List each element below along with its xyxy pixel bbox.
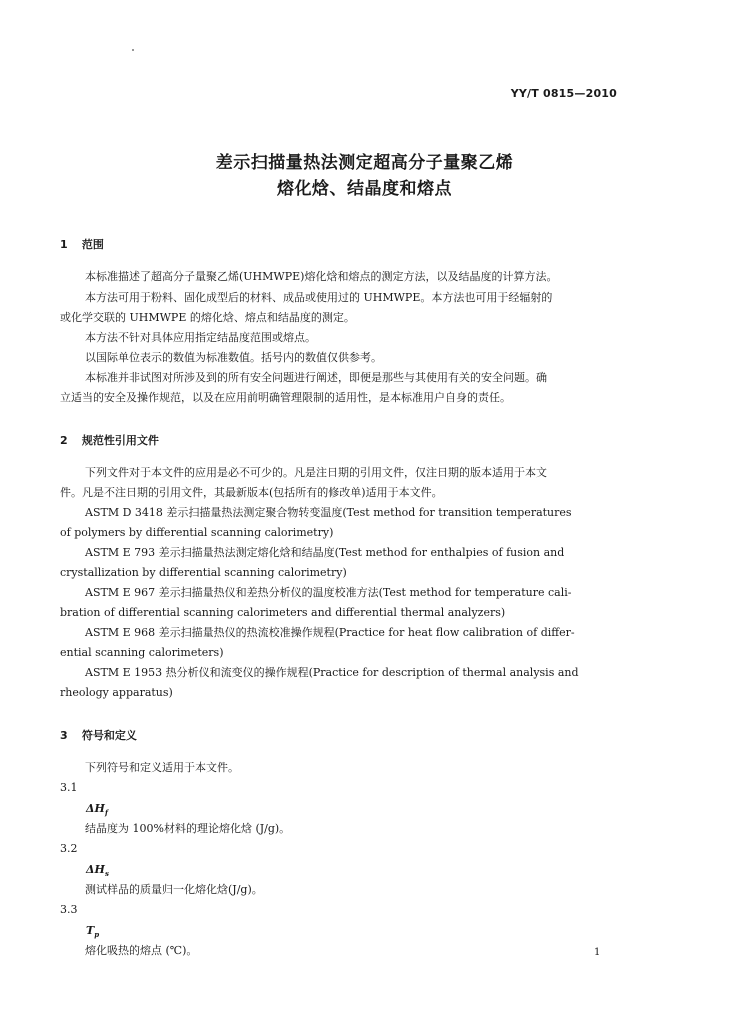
section-number: 1: [60, 238, 68, 251]
document-title-line1: 差示扫描量热法测定超高分子量聚乙烯: [215, 153, 514, 173]
standard-code: YY/T 0815—2010: [510, 87, 617, 100]
definition-line: 测试样品的质量归一化熔化焓(J/g)。: [85, 883, 263, 896]
definition-line: 结晶度为 100%材料的理论熔化焓 (J/g)。: [85, 822, 291, 835]
section-title: 规范性引用文件: [81, 434, 159, 447]
section-title: 符号和定义: [81, 729, 137, 742]
symbol: [86, 925, 99, 938]
reference-line: ential scanning calorimeters): [60, 646, 224, 659]
symbol-subscript: p: [94, 930, 100, 940]
reference-line: rheology apparatus): [60, 686, 173, 699]
reference-line: bration of differential scanning calorimeters and differential thermal analyzers): [60, 606, 506, 619]
section-3-heading: [60, 727, 137, 743]
reference-line: ASTM E 967 差示扫描量热仪和差热分析仪的温度校准方法(Test method for temperature cali-: [85, 586, 572, 599]
paragraph-line: 本方法不针对具体应用指定结晶度范围或熔点。: [85, 331, 316, 344]
page-number: 1: [594, 947, 601, 958]
section-1-heading: [60, 236, 104, 252]
section-number: 2: [60, 434, 68, 447]
reference-line: ASTM E 1953 热分析仪和流变仪的操作规程(Practice for description of thermal analysis and: [85, 666, 579, 679]
symbol: [86, 803, 108, 816]
reference-line: crystallization by differential scanning calorimetry): [60, 566, 347, 579]
reference-line: of polymers by differential scanning calorimetry): [60, 526, 334, 539]
section-number: 3: [60, 729, 68, 742]
symbol-subscript: f: [104, 808, 108, 818]
symbol-main: ΔH: [86, 863, 105, 876]
symbol-subscript: s: [104, 869, 109, 879]
clause-number: 3.1: [60, 781, 78, 794]
paragraph-line: 本方法可用于粉料、固化成型后的材料、成品或使用过的 UHMWPE。本方法也可用于经辐射的: [85, 291, 553, 304]
paragraph-line: 下列符号和定义适用于本文件。: [85, 761, 239, 774]
paragraph-line: 以国际单位表示的数值为标准数值。括号内的数值仅供参考。: [85, 351, 382, 364]
clause-number: 3.2: [60, 842, 78, 855]
paragraph-line: 立适当的安全及操作规范，以及在应用前明确管理限制的适用性，是本标准用户自身的责任。: [60, 391, 511, 404]
paragraph-line: 下列文件对于本文件的应用是必不可少的。凡是注日期的引用文件，仅注日期的版本适用于本文: [85, 466, 547, 479]
paragraph-line: 或化学交联的 UHMWPE 的熔化焓、熔点和结晶度的测定。: [60, 311, 355, 324]
reference-line: ASTM E 968 差示扫描量热仪的热流校准操作规程(Practice for heat flow calibration of differ-: [85, 626, 575, 639]
paragraph-line: 本标准并非试图对所涉及到的所有安全问题进行阐述，即便是那些与其使用有关的安全问题。确: [85, 371, 547, 384]
symbol-main: ΔH: [86, 802, 105, 815]
clause-number: 3.3: [60, 903, 78, 916]
reference-line: ASTM D 3418 差示扫描量热法测定聚合物转变温度(Test method for transition temperatures: [85, 506, 572, 519]
document-title-line2: 熔化焓、结晶度和熔点: [277, 179, 452, 199]
paragraph-line: 件。凡是不注日期的引用文件，其最新版本(包括所有的修改单)适用于本文件。: [60, 486, 443, 499]
paragraph-line: 本标准描述了超高分子量聚乙烯(UHMWPE)熔化焓和熔点的测定方法，以及结晶度的计算方法。: [85, 270, 558, 283]
section-2-heading: [60, 432, 159, 448]
reference-line: ASTM E 793 差示扫描量热法测定熔化焓和结晶度(Test method for enthalpies of fusion and: [85, 546, 565, 559]
definition-line: 熔化吸热的熔点 (℃)。: [85, 944, 198, 957]
section-title: 范围: [81, 238, 104, 251]
symbol-main: T: [86, 924, 95, 937]
symbol: [86, 864, 109, 877]
